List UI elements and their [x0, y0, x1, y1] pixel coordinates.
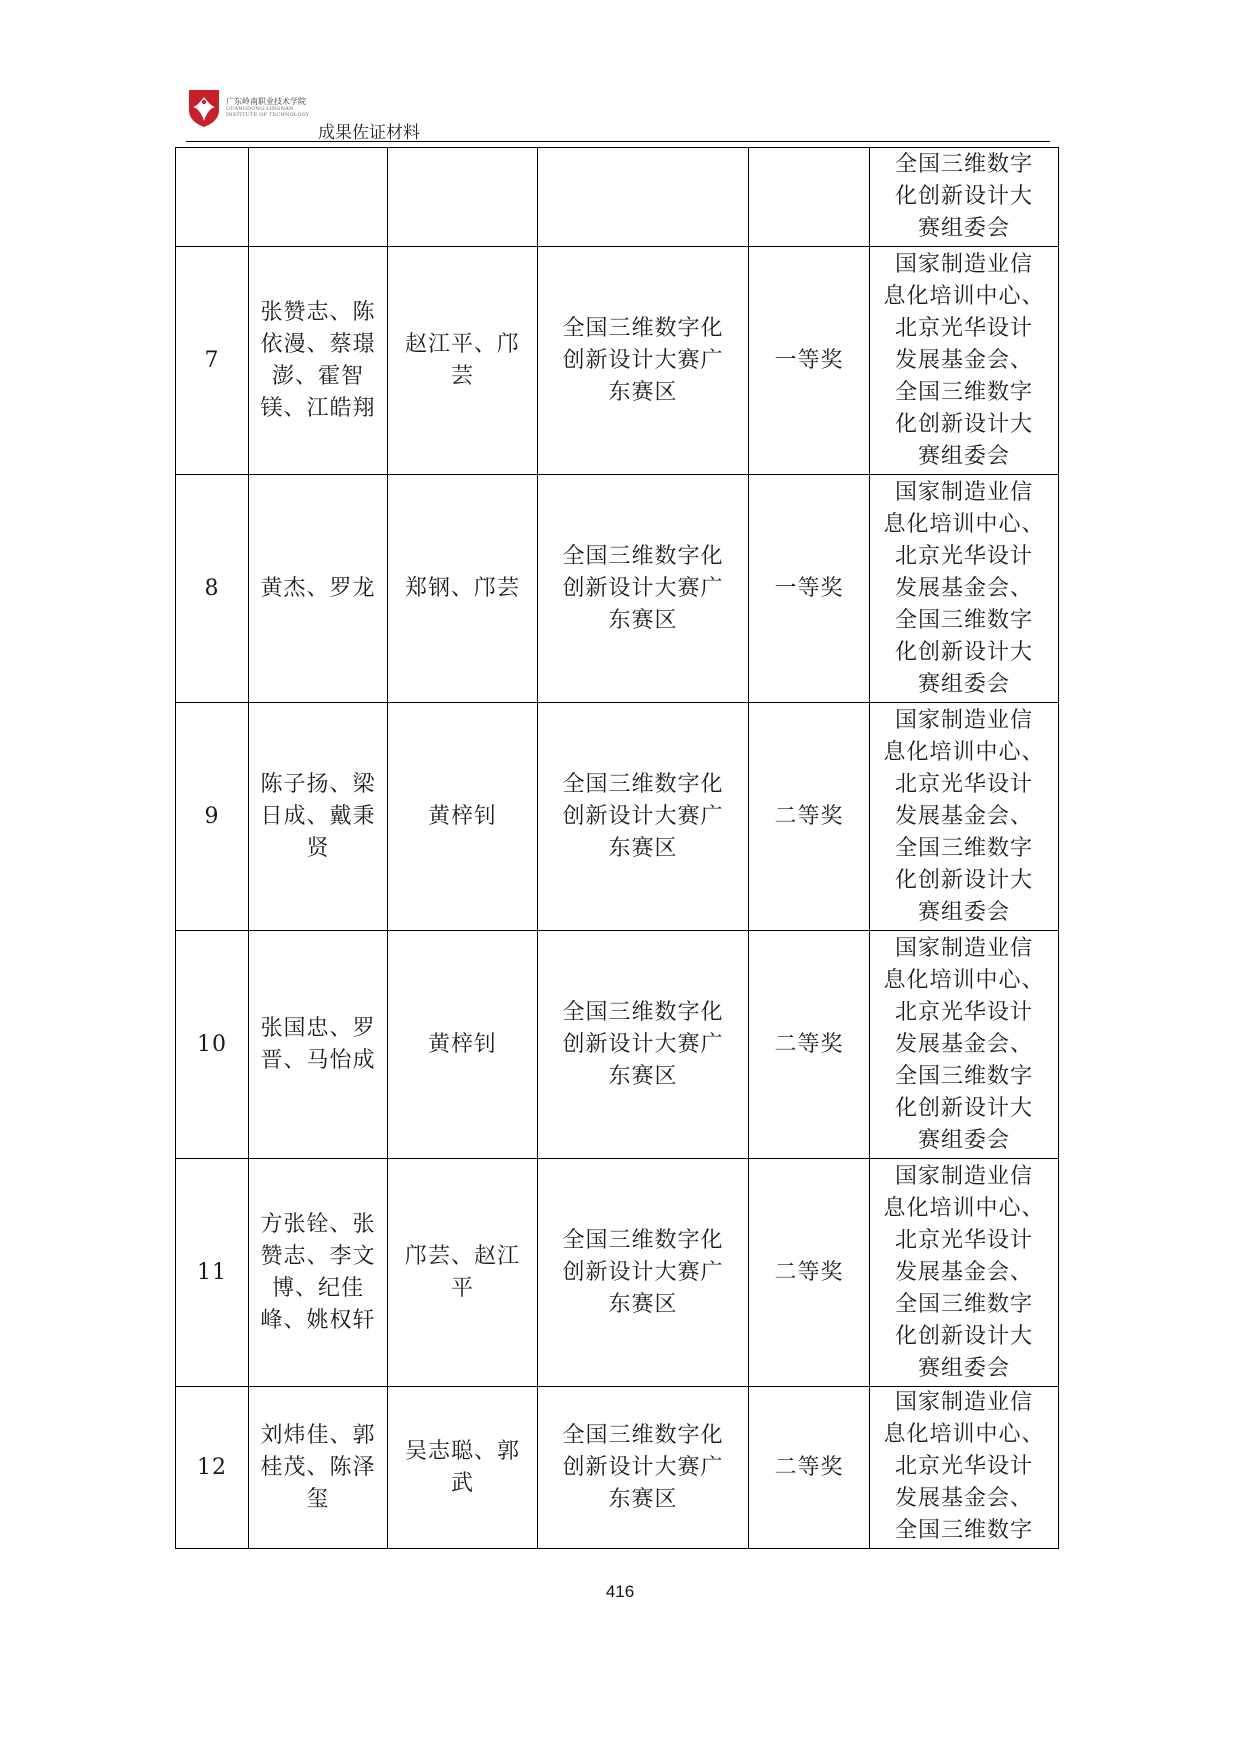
organizer-line: 化创新设计大 — [894, 867, 1033, 893]
cell-competition — [538, 703, 749, 931]
student-line: 峰、姚权轩 — [260, 1307, 376, 1333]
student-line: 贤 — [306, 835, 330, 861]
cell-teachers — [388, 148, 538, 247]
cell-teachers — [388, 247, 538, 475]
cell-award: 二等奖 — [749, 931, 870, 1159]
student-line: 博、纪佳 — [271, 1275, 364, 1301]
organizer-line: 北京光华设计 — [894, 315, 1033, 341]
cell-organizer — [870, 931, 1059, 1159]
competition-line: 创新设计大赛广 — [562, 803, 724, 829]
student-line: 刘炜佳、郭 — [260, 1422, 376, 1448]
organizer-line: 国家制造业信 — [894, 479, 1033, 505]
cell-organizer — [870, 475, 1059, 703]
cell-organizer — [870, 703, 1059, 931]
organizer-line: 息化培训中心、 — [883, 1422, 1045, 1447]
cell-organizer — [870, 247, 1059, 475]
table-row — [176, 1387, 1059, 1549]
cell-organizer — [870, 1159, 1059, 1387]
organizer-line: 化创新设计大 — [894, 184, 1033, 209]
competition-line: 全国三维数字化 — [562, 999, 724, 1025]
organizer-line: 赛组委会 — [917, 1127, 1010, 1153]
organizer-line: 全国三维数字 — [894, 152, 1033, 177]
cell-competition — [538, 475, 749, 703]
cell-students — [249, 1159, 388, 1387]
organizer-line: 北京光华设计 — [894, 1227, 1033, 1253]
cell-award: 一等奖 — [749, 247, 870, 475]
cell-number: 11 — [176, 1159, 249, 1387]
cell-organizer — [870, 1387, 1059, 1549]
competition-line: 创新设计大赛广 — [562, 575, 724, 601]
awards-table-body — [176, 148, 1059, 1549]
table-row — [176, 475, 1059, 703]
organizer-line: 发展基金会、 — [894, 347, 1033, 373]
student-line: 陈子扬、梁 — [260, 771, 376, 797]
cell-competition — [538, 148, 749, 247]
college-logo-icon — [186, 88, 222, 128]
cell-competition — [538, 247, 749, 475]
organizer-line: 息化培训中心、 — [883, 511, 1045, 537]
teacher-line: 黄梓钊 — [427, 1031, 497, 1057]
organizer-line: 全国三维数字 — [894, 1291, 1033, 1317]
teacher-line: 黄梓钊 — [427, 803, 497, 829]
cell-teachers — [388, 931, 538, 1159]
page-header — [186, 84, 1050, 142]
cell-award: 二等奖 — [749, 1387, 870, 1549]
cell-number: 7 — [176, 247, 249, 475]
organizer-line: 化创新设计大 — [894, 1323, 1033, 1349]
organizer-line: 息化培训中心、 — [883, 1195, 1045, 1221]
competition-line: 全国三维数字化 — [562, 1422, 724, 1448]
organizer-line: 北京光华设计 — [894, 543, 1033, 569]
cell-award: 二等奖 — [749, 1159, 870, 1387]
organizer-line: 国家制造业信 — [894, 935, 1033, 961]
student-line: 张赞志、陈 — [260, 299, 376, 325]
teacher-line: 武 — [450, 1470, 474, 1496]
cell-number — [176, 148, 249, 247]
organizer-line: 国家制造业信 — [894, 251, 1033, 277]
competition-line: 东赛区 — [608, 835, 678, 861]
cell-teachers — [388, 475, 538, 703]
table-row — [176, 703, 1059, 931]
table-row — [176, 247, 1059, 475]
cell-number: 10 — [176, 931, 249, 1159]
student-line: 赞志、李文 — [260, 1243, 376, 1269]
organizer-line: 息化培训中心、 — [883, 739, 1045, 765]
table-row — [176, 1159, 1059, 1387]
organizer-line: 全国三维数字 — [894, 607, 1033, 633]
header-divider — [186, 141, 1050, 142]
organizer-line: 全国三维数字 — [894, 1518, 1033, 1543]
organizer-line: 化创新设计大 — [894, 639, 1033, 665]
organizer-line: 发展基金会、 — [894, 1259, 1033, 1285]
organizer-line: 全国三维数字 — [894, 379, 1033, 405]
cell-competition — [538, 1159, 749, 1387]
organizer-line: 赛组委会 — [917, 671, 1010, 697]
cell-award: 一等奖 — [749, 475, 870, 703]
cell-teachers — [388, 1387, 538, 1549]
competition-line: 东赛区 — [608, 607, 678, 633]
competition-line: 东赛区 — [608, 1486, 678, 1512]
student-line: 晋、马怡成 — [260, 1047, 376, 1073]
cell-number: 12 — [176, 1387, 249, 1549]
organizer-line: 北京光华设计 — [894, 999, 1033, 1025]
table-row — [176, 931, 1059, 1159]
cell-teachers — [388, 703, 538, 931]
student-line: 黄杰、罗龙 — [260, 575, 376, 601]
student-line: 日成、戴秉 — [260, 803, 376, 829]
cell-award — [749, 148, 870, 247]
cell-students — [249, 1387, 388, 1549]
organizer-line: 全国三维数字 — [894, 835, 1033, 861]
teacher-line: 平 — [450, 1275, 474, 1301]
cell-number: 8 — [176, 475, 249, 703]
teacher-line: 郑钢、邝芸 — [404, 575, 520, 601]
cell-competition — [538, 1387, 749, 1549]
organizer-line: 国家制造业信 — [894, 1390, 1033, 1415]
competition-line: 创新设计大赛广 — [562, 1454, 724, 1480]
student-line: 玺 — [306, 1486, 330, 1512]
organizer-line: 发展基金会、 — [894, 803, 1033, 829]
competition-line: 全国三维数字化 — [562, 543, 724, 569]
teacher-line: 吴志聪、郭 — [404, 1438, 520, 1464]
institution-name-en-line1: GUANGDONG LINGNAN — [226, 106, 294, 112]
competition-line: 创新设计大赛广 — [562, 347, 724, 373]
student-line: 镁、江皓翔 — [260, 395, 376, 421]
organizer-line: 发展基金会、 — [894, 1031, 1033, 1057]
organizer-line: 息化培训中心、 — [883, 967, 1045, 993]
awards-table — [175, 147, 1059, 1549]
competition-line: 东赛区 — [608, 1291, 678, 1317]
institution-name-en-line2: INSTITUTE OF TECHNOLOGY — [226, 112, 310, 118]
document-title: 成果佐证材料 — [318, 123, 420, 143]
student-line: 方张铨、张 — [260, 1211, 376, 1237]
organizer-line: 发展基金会、 — [894, 1486, 1033, 1511]
organizer-line: 赛组委会 — [917, 1355, 1010, 1381]
student-line: 张国忠、罗 — [260, 1015, 376, 1041]
organizer-line: 北京光华设计 — [894, 771, 1033, 797]
competition-line: 全国三维数字化 — [562, 315, 724, 341]
cell-organizer — [870, 148, 1059, 247]
competition-line: 创新设计大赛广 — [562, 1031, 724, 1057]
competition-line: 创新设计大赛广 — [562, 1259, 724, 1285]
student-line: 澎、霍智 — [271, 363, 364, 389]
cell-students — [249, 247, 388, 475]
organizer-line: 国家制造业信 — [894, 707, 1033, 733]
organizer-line: 北京光华设计 — [894, 1454, 1033, 1479]
cell-award: 二等奖 — [749, 703, 870, 931]
organizer-line: 国家制造业信 — [894, 1163, 1033, 1189]
competition-line: 全国三维数字化 — [562, 1227, 724, 1253]
organizer-line: 赛组委会 — [917, 443, 1010, 469]
competition-line: 东赛区 — [608, 1063, 678, 1089]
teacher-line: 赵江平、邝 — [404, 331, 520, 357]
student-line: 桂茂、陈泽 — [260, 1454, 376, 1480]
teacher-line: 芸 — [450, 363, 474, 389]
organizer-line: 发展基金会、 — [894, 575, 1033, 601]
student-line: 依漫、蔡璟 — [260, 331, 376, 357]
cell-students — [249, 931, 388, 1159]
competition-line: 全国三维数字化 — [562, 771, 724, 797]
cell-competition — [538, 931, 749, 1159]
teacher-line: 邝芸、赵江 — [404, 1243, 520, 1269]
page-number: 416 — [605, 1582, 635, 1601]
institution-name-cn: 广东岭南职业技术学院 — [226, 97, 306, 106]
organizer-line: 化创新设计大 — [894, 1095, 1033, 1121]
organizer-line: 息化培训中心、 — [883, 283, 1045, 309]
organizer-line: 赛组委会 — [917, 899, 1010, 925]
institution-name-en — [226, 106, 309, 118]
cell-students — [249, 703, 388, 931]
cell-number: 9 — [176, 703, 249, 931]
cell-students — [249, 148, 388, 247]
cell-teachers — [388, 1159, 538, 1387]
cell-students — [249, 475, 388, 703]
organizer-line: 赛组委会 — [917, 216, 1010, 241]
competition-line: 东赛区 — [608, 379, 678, 405]
table-row-continued — [176, 148, 1059, 247]
organizer-line: 全国三维数字 — [894, 1063, 1033, 1089]
organizer-line: 化创新设计大 — [894, 411, 1033, 437]
